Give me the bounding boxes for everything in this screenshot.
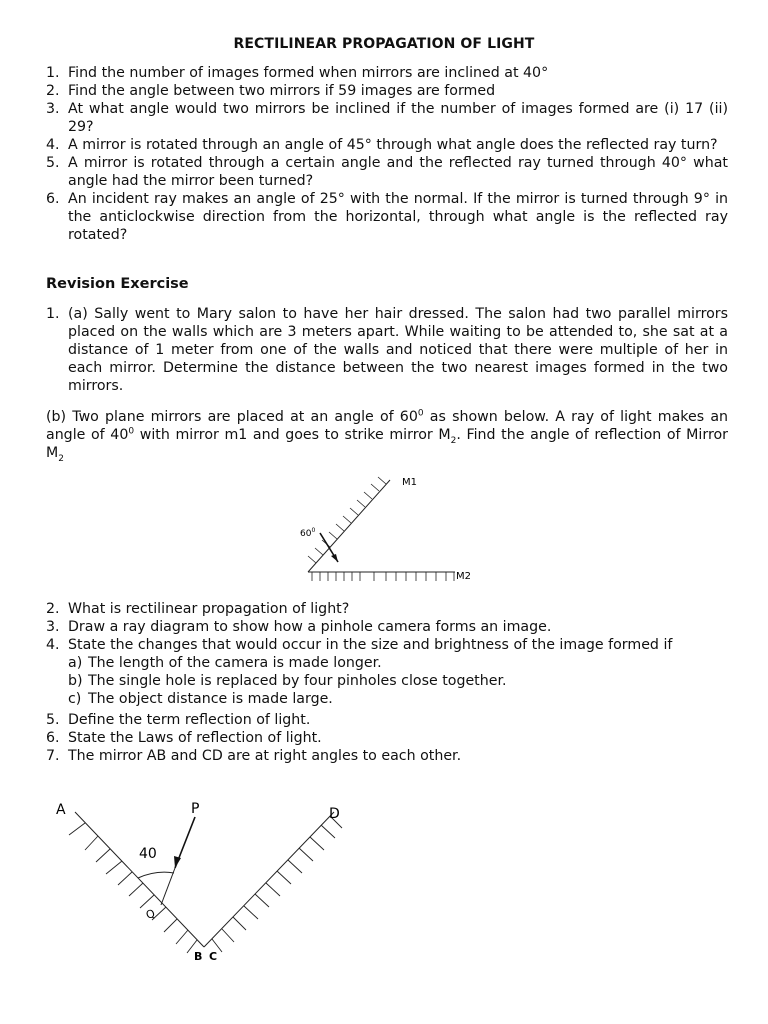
mirror-m1: [308, 480, 390, 572]
list-item: 2. Find the angle between two mirrors if 59 images are formed: [46, 83, 496, 99]
sub-list: [68, 654, 728, 708]
label-b: B: [194, 950, 203, 963]
list-item: 2. What is rectilinear propagation of light?: [46, 601, 350, 617]
mirror-m1-hatch: [308, 477, 386, 563]
list-item: 1. Find the number of images formed when mirrors are inclined at 40°: [46, 65, 549, 81]
ray-arrowhead: [331, 554, 338, 562]
label-40: 40: [139, 846, 157, 862]
list-item: 3. At what angle would two mirrors be inclined if the number of images formed are (i) 17 (ii) 29?: [46, 101, 728, 135]
revision-list: [46, 600, 728, 708]
mirror-m2-hatch: [312, 572, 454, 581]
figure-mirrors-60: [290, 470, 490, 590]
label-q: Q: [144, 906, 157, 922]
list-item: 4. State the changes that would occur in the size and brightness of the image formed if a) The length of the camera is made longer. b) The single hole is replaced by four pinholes close together. c) The object distance is made large.: [46, 636, 728, 708]
label-m1: M1: [402, 477, 417, 488]
label-p: P: [191, 801, 200, 817]
list-item: 6. State the Laws of reflection of light.: [46, 730, 322, 746]
revision-heading: Revision Exercise: [46, 276, 189, 292]
list-item: 3. Draw a ray diagram to show how a pinhole camera forms an image.: [46, 619, 552, 635]
sub-list-item: c) The object distance is made large.: [68, 691, 333, 707]
mirror-cd: [204, 812, 334, 947]
label-a: A: [56, 802, 66, 818]
list-item: 4. A mirror is rotated through an angle of 45° through what angle does the reflected ray turn?: [46, 137, 718, 153]
revision-q1: [46, 305, 728, 395]
figure-right-angle-mirrors: [40, 790, 380, 980]
mirror-cd-hatch: [212, 816, 342, 952]
label-m2: M2: [456, 571, 471, 582]
mirror-ab-hatch: [69, 823, 197, 953]
question-list: [46, 64, 728, 244]
revision-list-2: [46, 711, 728, 765]
list-item: 1. (a) Sally went to Mary salon to have her hair dressed. The salon had two parallel mirrors placed on the walls which are 3 meters apart. While waiting to be attended to, she sat at a distance of 1 meter from one of the walls and noticed that there were multiple of her in each mirror. Determine the distance between the two nearest images formed in the two mirrors.: [46, 306, 728, 394]
list-item: 7. The mirror AB and CD are at right angles to each other.: [46, 748, 462, 764]
list-item: 5. Define the term reflection of light.: [46, 712, 311, 728]
page-title: RECTILINEAR PROPAGATION OF LIGHT: [233, 36, 535, 52]
list-item: 5. A mirror is rotated through a certain angle and the reflected ray turned through 40° what angle had the mirror been turned?: [46, 155, 728, 189]
ray-arrowhead: [174, 856, 181, 868]
angle-arc: [138, 872, 174, 878]
sub-list-item: a) The length of the camera is made longer.: [68, 655, 382, 671]
label-d: D: [329, 806, 340, 822]
label-c: C: [209, 950, 218, 963]
label-angle-60: $60^0$: [300, 527, 316, 539]
sub-list-item: b) The single hole is replaced by four pinholes close together.: [68, 673, 507, 689]
ray-to-q: [161, 868, 175, 905]
question-1b: (b) Two plane mirrors are placed at an angle of $60^0$ as shown below. A ray of light makes an angle of $40^0$ with mirror m1 and goes to strike mirror $M_2$. Find the angle of reflection of Mirror $M_2$: [46, 408, 729, 464]
list-item: 6. An incident ray makes an angle of 25° with the normal. If the mirror is turned through 9° in the anticlockwise direction from the horizontal, through what angle is the reflected ray rotated?: [46, 191, 728, 243]
mirror-ab: [75, 812, 204, 947]
